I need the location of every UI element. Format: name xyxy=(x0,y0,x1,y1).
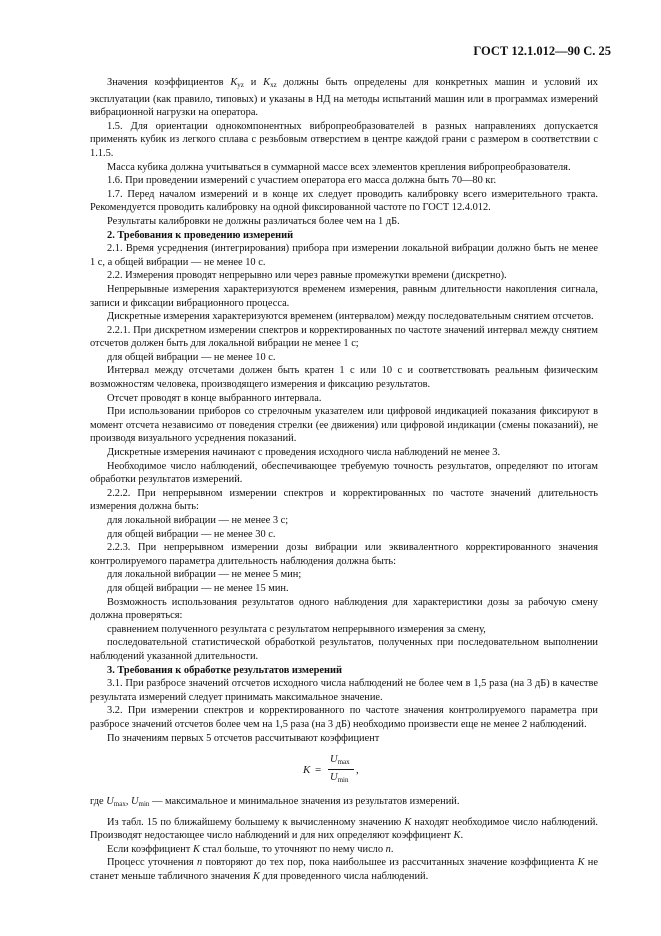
paragraph: Возможность использования результатов одного наблюдения для характеристики дозы за рабочую смену должна проверяться: xyxy=(90,596,598,622)
formula-k xyxy=(90,753,598,789)
paragraph: Результаты калибровки не должны различаться более чем на 1 дБ. xyxy=(107,215,400,227)
paragraph: Отсчет проводят в конце выбранного интервала. xyxy=(107,392,322,404)
paragraph: для локальной вибрации — не менее 3 с; xyxy=(107,515,289,526)
paragraph: По значениям первых 5 отсчетов рассчитывают коэффициент xyxy=(107,732,380,744)
paragraph: Необходимое число наблюдений, обеспечивающее требуемую точность результатов, определяют по итогам обработки результатов измерений. xyxy=(90,460,598,486)
paragraph: для локальной вибрации — не менее 5 мин; xyxy=(107,569,302,581)
paragraph: последовательной статистической обработкой результатов, полученных при последовательном выполнении наблюдений указанной длительности. xyxy=(90,637,598,662)
paragraph: Из табл. 15 по ближайшему большему к вычисленному значению K находят необходимое число наблюдений. Производят недостающее число наблюдений и для них определяют коэффициент K. xyxy=(90,816,598,842)
paragraph: Масса кубика должна учитываться в суммарной массе всех элементов крепления вибропреобразователя. xyxy=(107,161,571,173)
paragraph: для общей вибрации — не менее 30 с. xyxy=(107,528,276,540)
document-body xyxy=(90,76,598,884)
paragraph: Интервал между отсчетами должен быть кратен 1 с или 10 с и соответствовать реальным физическим возможностям человека, производящего измерения и фиксацию результатов. xyxy=(90,365,598,391)
paragraph: 2.2. Измерения проводят непрерывно или через равные промежутки времени (дискретно). xyxy=(107,270,507,282)
formula-lhs: K xyxy=(303,764,311,777)
paragraph: 2.2.3. При непрерывном измерении дозы вибрации или эквивалентного корректированного значения контролируемого параметра длительность наблюдения должна быть: xyxy=(90,542,598,567)
paragraph: 1.7. Перед началом измерений и в конце их следует проводить калибровку всего измерительного тракта. Рекомендуется проводить калибровку на одной фиксированной частоте по ГОСТ 12.4.012. xyxy=(90,188,598,214)
body-paragraphs xyxy=(90,76,598,745)
formula-numerator: $U_{max}$ xyxy=(330,754,350,767)
paragraph: Дискретные измерения начинают с проведения исходного числа наблюдений не менее 3. xyxy=(107,447,501,459)
paragraph: 3.1. При разбросе значений отсчетов исходного числа наблюдений не более чем в 1,5 раза (на 3 дБ) в качестве результата измерений следует принимать максимальное значение. xyxy=(90,678,598,703)
paragraph: При использовании приборов со стрелочным указателем или цифровой индикацией показания фиксируют в момент отсчета независимо от поведения стрелки (ее движения) или цифровой индикации (смены показаний), не производя визуального усреднения показаний. xyxy=(90,406,598,445)
page-header: ГОСТ 12.1.012—90 С. 25 xyxy=(473,44,611,58)
paragraph: Непрерывные измерения характеризуются временем измерения, равным длительности накопления сигнала, записи и фиксации вибрационного процесса. xyxy=(90,283,598,309)
fraction-bar xyxy=(328,769,354,770)
paragraph: для общей вибрации — не менее 10 с. xyxy=(107,351,276,363)
paragraph: сравнением полученного результата с результатом непрерывного измерения за смену, xyxy=(107,623,486,635)
paragraph: 2.1. Время усреднения (интегрирования) прибора при измерении локальной вибрации должно быть не менее 1 с, а общей вибрации — не менее 10 с. xyxy=(90,243,598,268)
paragraph: для общей вибрации — не менее 15 мин. xyxy=(107,582,289,594)
paragraph: 3.2. При измерении спектров и корректированного по частоте значения контролируемого параметра при разбросе значений отсчетов более чем на 1,5 раза (на 3 дБ) необходимо произвести еще не менее 2 наблюдений. xyxy=(90,705,598,730)
section-heading: 3. Требования к обработке результатов измерений xyxy=(107,664,342,676)
section-heading: 2. Требования к проведению измерений xyxy=(107,229,294,241)
formula-eq: = xyxy=(315,764,322,777)
paragraph: 1.5. Для ориентации однокомпонентных вибропреобразователей в разных направлениях допускается применять кубик из легкого сплава с резьбовым отверстием в центре каждой грани с размером в соответствии с 1.1.5. xyxy=(90,120,598,159)
formula-tail: , xyxy=(356,764,359,777)
paragraph: Дискретные измерения характеризуются временем (интервалом) между последовательным снятием отсчетов. xyxy=(107,311,594,323)
paragraph: где $U_{max}$, $U_{min}$ — максимальное и минимальное значения из результатов измерений. xyxy=(90,796,460,809)
paragraph: Процесс уточнения n повторяют до тех пор, пока наибольшее из рассчитанных значение коэффициента K не станет меньше табличного значения K для проведенного числа наблюдений. xyxy=(90,857,598,883)
paragraph: 1.6. При проведении измерений с участием оператора его масса должна быть 70—80 кг. xyxy=(107,175,497,187)
paragraph: Значения коэффициентов $K_{yz}$ и $K_{xz}$ должны быть определены для конкретных машин и условий их эксплуатации (как правило, типовых) и указаны в НД на методы испытаний машин или в программах измерений вибрационной нагрузки на оператора. xyxy=(90,77,598,119)
after-paragraphs xyxy=(90,795,598,884)
formula-denominator: $U_{min}$ xyxy=(330,772,349,785)
paragraph: Если коэффициент K стал больше, то уточняют по нему число n. xyxy=(107,843,394,855)
paragraph: 2.2.1. При дискретном измерении спектров и корректированных по частоте значений интервал между снятием отсчетов должен быть для локальной вибрации не менее 1 с; xyxy=(90,324,598,350)
paragraph: 2.2.2. При непрерывном измерении спектров и корректированных по частоте значений длительность измерения должна быть: xyxy=(90,487,598,513)
